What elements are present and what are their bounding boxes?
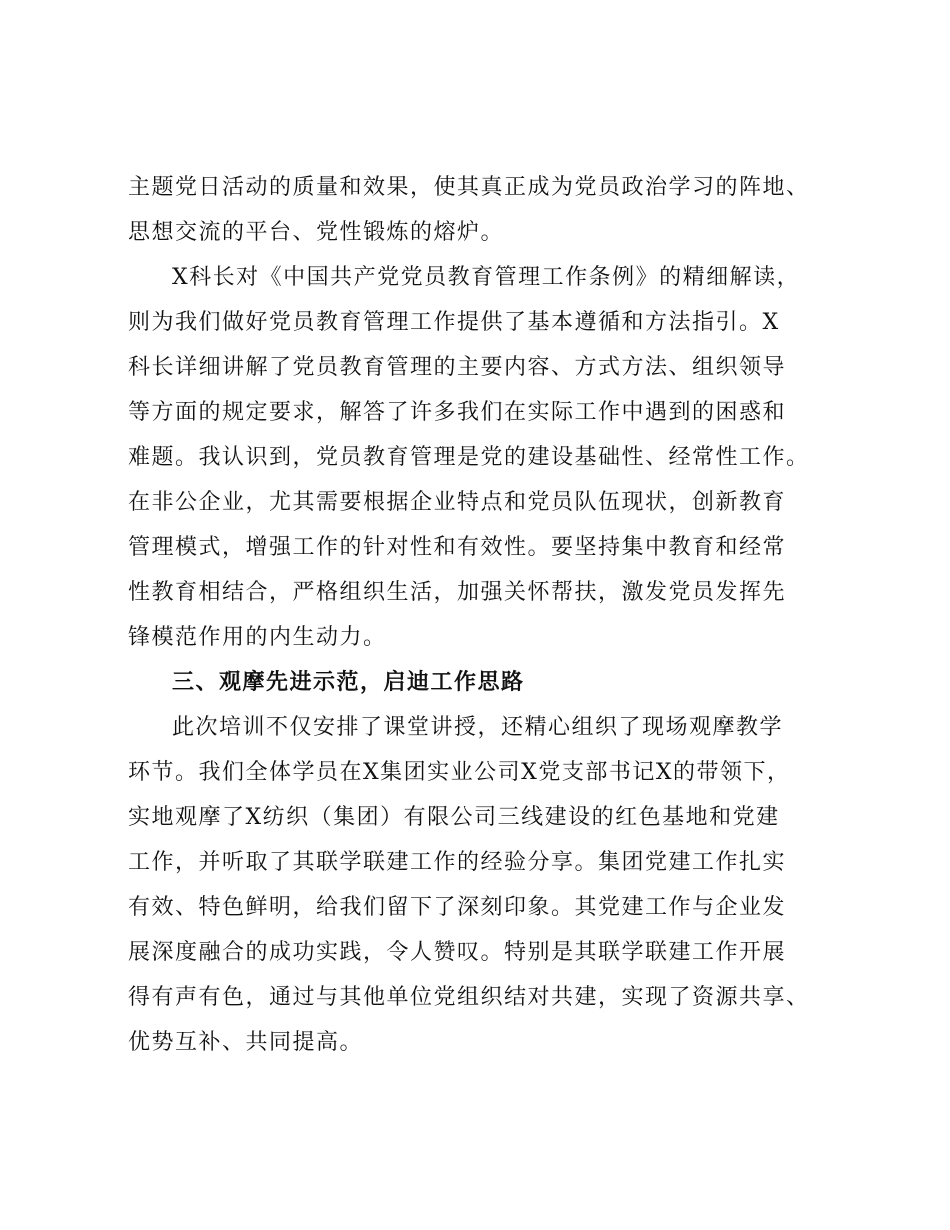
text-line: 管理模式，增强工作的针对性和有效性。要坚持集中教育和经常: [128, 535, 787, 560]
text-line: 难题。我认识到，党员教育管理是党的建设基础性、经常性工作。: [128, 445, 810, 470]
text-line: 思想交流的平台、党性锻炼的熔炉。: [128, 220, 505, 245]
text-line: 科长详细讲解了党员教育管理的主要内容、方式方法、组织领导: [128, 355, 787, 380]
text-line: 得有声有色，通过与其他单位党组织结对共建，实现了资源共享、: [128, 985, 810, 1010]
text-line: 锋模范作用的内生动力。: [128, 625, 387, 650]
paragraph-1: [128, 165, 833, 255]
paragraph-2: [128, 255, 833, 660]
text-line: 等方面的规定要求，解答了许多我们在实际工作中遇到的困惑和: [128, 400, 787, 425]
text-line: 在非公企业，尤其需要根据企业特点和党员队伍现状，创新教育: [128, 490, 787, 515]
text-line: 环节。我们全体学员在X集团实业公司X党支部书记X的带领下，: [128, 760, 791, 785]
text-line: 工作，并听取了其联学联建工作的经验分享。集团党建工作扎实: [128, 850, 787, 875]
text-line: 性教育相结合，严格组织生活，加强关怀帮扶，激发党员发挥先: [128, 580, 787, 605]
section-heading: 三、观摩先进示范，启迪工作思路: [172, 670, 525, 695]
text-line: 优势互补、共同提高。: [128, 1030, 364, 1055]
document-body: [128, 165, 833, 1065]
text-line: 则为我们做好党员教育管理工作提供了基本遵循和方法指引。X: [128, 310, 780, 335]
text-line: 主题党日活动的质量和效果，使其真正成为党员政治学习的阵地、: [128, 175, 810, 200]
paragraph-3: [128, 705, 833, 1065]
text-line: 展深度融合的成功实践，令人赞叹。特别是其联学联建工作开展: [128, 940, 787, 965]
text-line: 此次培训不仅安排了课堂讲授，还精心组织了现场观摩教学: [172, 715, 784, 740]
text-line: X科长对《中国共产党党员教育管理工作条例》的精细解读，: [172, 265, 801, 290]
text-line: 有效、特色鲜明，给我们留下了深刻印象。其党建工作与企业发: [128, 895, 787, 920]
text-line: 实地观摩了X纺织（集团）有限公司三线建设的红色基地和党建: [128, 805, 780, 830]
